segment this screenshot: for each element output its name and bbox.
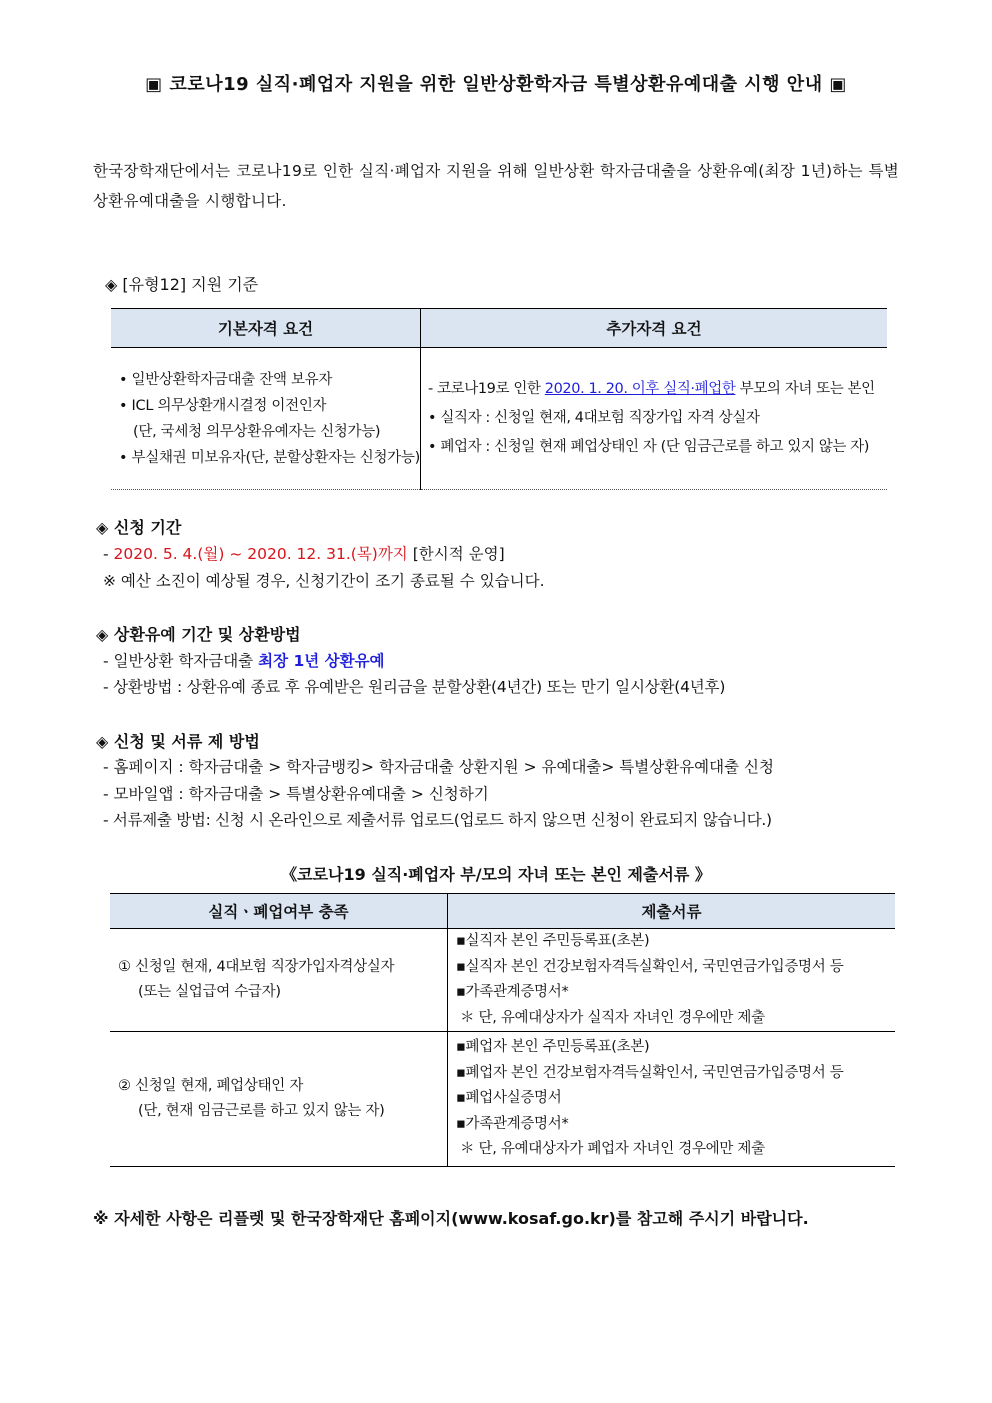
condition-header: 실직ㆍ폐업여부 충족 <box>110 894 448 929</box>
period-heading: ◈ 신청 기간 <box>96 518 182 537</box>
period-note: ※ 예산 소진이 예상될 경우, 신청기간이 조기 종료될 수 있습니다. <box>103 572 545 590</box>
additional-cell <box>421 348 888 490</box>
application-line: - 서류제출 방법: 신청 시 온라인으로 제출서류 업로드(업로드 하지 않으면 신청이 완료되지 않습니다.) <box>103 811 772 829</box>
repayment-line2: - 상환방법 : 상환유예 종료 후 유예받은 원리금을 분할상환(4년간) 또는 만기 일시상환(4년후) <box>103 678 726 696</box>
period-dates: 2020. 5. 4.(월) ~ 2020. 12. 31.(목)까지 <box>113 545 408 563</box>
basic-item: (단, 국세청 의무상환유예자는 신청가능) <box>133 423 381 440</box>
docs-cell: ▪폐업자 본인 주민등록표(초본) ▪폐업자 본인 건강보험자격득실확인서, 국민연금가입증명서 등 ▪폐업사실증명서 ▪가족관계증명서* ＊ 단, 유예대상자가 폐업자 자녀인 경우에만 제출 <box>448 1032 896 1167</box>
table-row <box>110 929 895 1032</box>
documents-caption: 《코로나19 실직·폐업자 부/모의 자녀 또는 본인 제출서류 》 <box>281 865 711 884</box>
repayment-heading: ◈ 상환유예 기간 및 상환방법 <box>96 625 301 644</box>
repayment-highlight: 최장 1년 상환유예 <box>258 652 385 670</box>
application-heading: ◈ 신청 및 서류 제 방법 <box>96 732 260 751</box>
condition-cell: ① 신청일 현재, 4대보험 직장가입자격상실자 (또는 실업급여 수급자) <box>110 929 448 1032</box>
criteria-table <box>111 308 887 490</box>
basic-item: • 부실채권 미보유자(단, 분할상환자는 신청가능) <box>119 449 420 466</box>
period-dates-line: - 2020. 5. 4.(월) ~ 2020. 12. 31.(목)까지 [한시적 운영] <box>103 545 505 563</box>
date-link: 2020. 1. 20. 이후 실직·폐업한 <box>544 381 736 397</box>
basic-item: • ICL 의무상환개시결정 이전인자 <box>119 397 327 414</box>
additional-item: - 코로나19로 인한 2020. 1. 20. 이후 실직·폐업한 부모의 자녀 또는 본인 <box>428 381 875 397</box>
additional-item: • 실직자 : 신청일 현재, 4대보험 직장가입 자격 상실자 <box>428 410 760 426</box>
application-line: - 모바일앱 : 학자금대출 > 특별상환유예대출 > 신청하기 <box>103 785 489 803</box>
criteria-heading: ◈ [유형12] 지원 기준 <box>105 275 259 294</box>
docs-cell: ▪실직자 본인 주민등록표(초본) ▪실직자 본인 건강보험자격득실확인서, 국민연금가입증명서 등 ▪가족관계증명서* ＊ 단, 유예대상자가 실직자 자녀인 경우에만 제출 <box>448 929 896 1032</box>
additional-item: • 폐업자 : 신청일 현재 폐업상태인 자 (단 임금근로를 하고 있지 않는 자) <box>428 439 870 455</box>
footer-note: ※ 자세한 사항은 리플렛 및 한국장학재단 홈페이지(www.kosaf.go.kr)를 참고해 주시기 바랍니다. <box>93 1209 809 1228</box>
condition-cell: ② 신청일 현재, 폐업상태인 자 (단, 현재 임금근로를 하고 있지 않는 자) <box>110 1032 448 1167</box>
docs-header: 제출서류 <box>448 894 896 929</box>
table-row <box>110 1032 895 1167</box>
basic-header: 기본자격 요건 <box>111 309 421 348</box>
repayment-line1: - 일반상환 학자금대출 최장 1년 상환유예 <box>103 652 385 670</box>
additional-header: 추가자격 요건 <box>421 309 888 348</box>
intro-paragraph: 한국장학재단에서는 코로나19로 인한 실직·폐업자 지원을 위해 일반상환 학자금대출을 상환유예(최장 1년)하는 특별상환유예대출을 시행합니다. <box>93 162 899 210</box>
page-title: ▣ 코로나19 실직·폐업자 지원을 위한 일반상환학자금 특별상환유예대출 시행 안내 ▣ <box>145 74 847 95</box>
basic-item: • 일반상환학자금대출 잔액 보유자 <box>119 371 333 388</box>
application-line: - 홈페이지 : 학자금대출 > 학자금뱅킹> 학자금대출 상환지원 > 유예대출> 특별상환유예대출 신청 <box>103 758 774 776</box>
documents-table <box>110 893 895 1167</box>
basic-cell <box>111 348 421 490</box>
